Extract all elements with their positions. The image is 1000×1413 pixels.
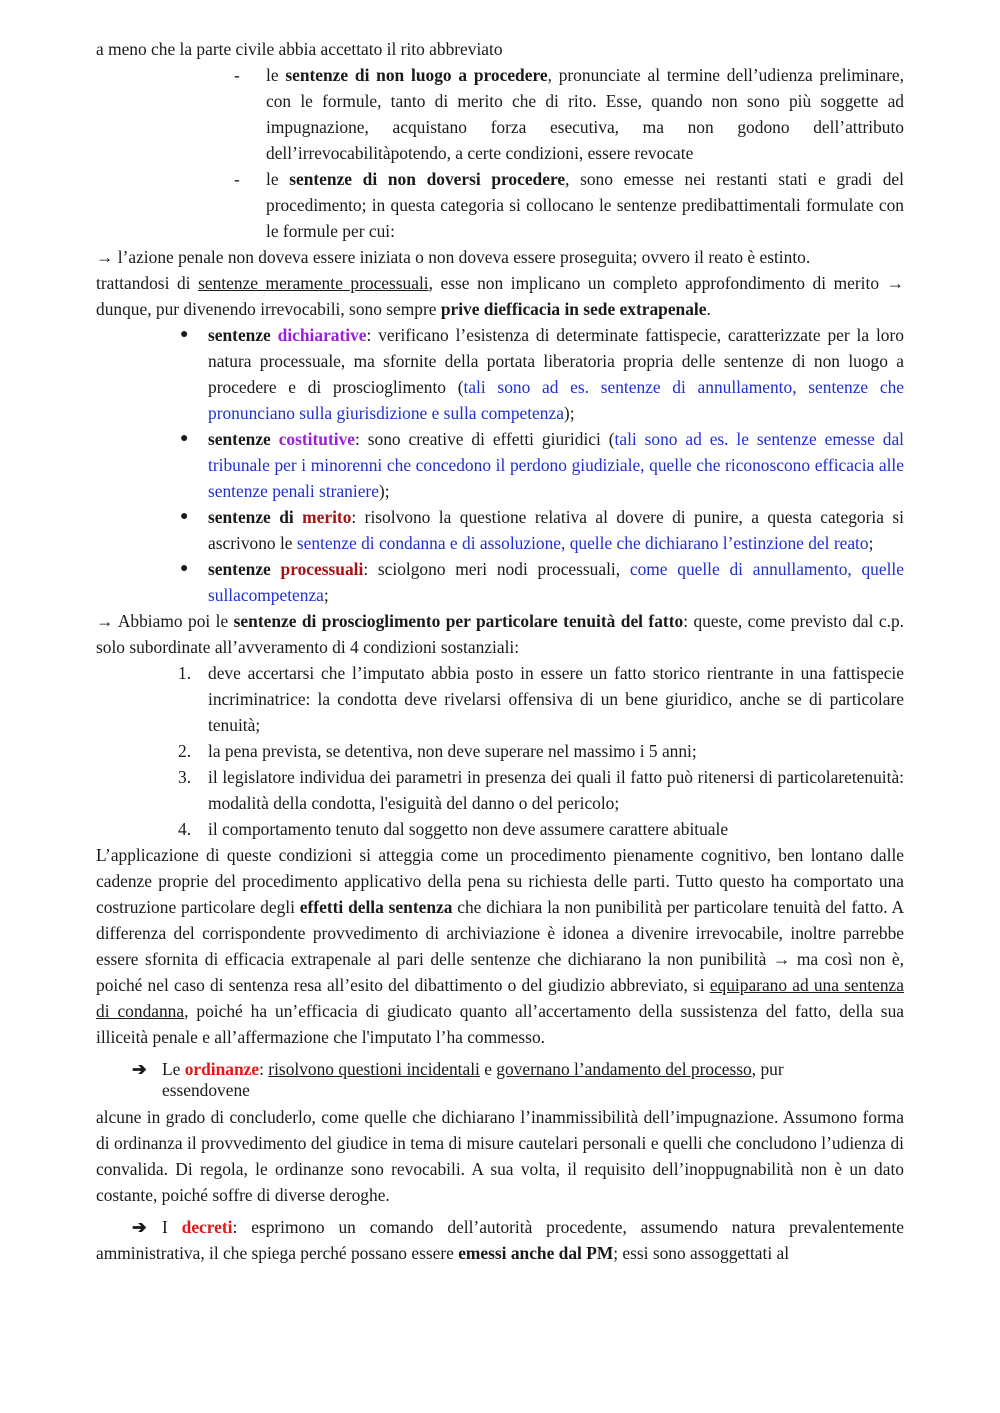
bullet-item-dichiarative: ● sentenze dichiarative: verificano l’esistenza di determinate fattispecie, caratterizzate per la loro natura processuale, ma sfornite della portata liberatoria propria delle sentenze di non luogo a procedere e di proscioglimento (tali sono ad es. sentenze di annullamento, sentenze che pronunciano sulla giurisdizione e sulla competenza); xyxy=(208,322,904,426)
tenuita-paragraph: → Abbiamo poi le sentenze di proscioglimento per particolare tenuità del fatto: queste, come previsto dal c.p. solo subordinate all’avveramento di 4 condizioni sostanziali: xyxy=(96,611,904,657)
bold-term: emessi anche dal PM xyxy=(458,1243,614,1263)
dash-marker: - xyxy=(234,65,240,85)
bold-term: sentenze di proscioglimento per particolare tenuità del fatto xyxy=(233,611,684,631)
ordinanze-second-line: essendovene xyxy=(162,1080,250,1100)
ordinanze-paragraph: alcune in grado di concluderlo, come quelle che dichiarano l’inammissibilità dell’impugnazione. Assumono forma di ordinanza il provvedimento del giudice in tema di misure cautelari personali e quelli che concludono l’udienza di convalida. Di regola, le ordinanze sono revocabili. A sua volta, il requisito dell’inoppugnabilità non è un dato costante, poiché soffre di diverse deroghe. xyxy=(96,1107,904,1205)
bullet-list xyxy=(96,322,904,608)
dash-marker: - xyxy=(234,169,240,189)
number-marker: 1. xyxy=(178,663,192,683)
document-page xyxy=(96,36,904,1266)
bullet-item-costitutive: ● sentenze costitutive: sono creative di effetti giuridici (tali sono ad es. le sentenze emesse dal tribunale per i minorenni che concedono il perdono giudiziale, quelle che riconoscono efficacia alle sentenze penali straniere); xyxy=(208,426,904,504)
numbered-item: 1. deve accertarsi che l’imputato abbia posto in essere un fatto storico rientrante in una fattispecie incriminatrice: la condotta deve rivelarsi offensiva di un bene giuridico, anche se di particolare tenuità; xyxy=(208,660,904,738)
number-marker: 2. xyxy=(178,741,192,761)
decreti-item: ➔ I decreti: esprimono un comando dell’autorità procedente, assumendo natura prevalentemente amministrativa, il che spiega perché possano essere emessi anche dal PM; essi sono assoggettati al xyxy=(96,1214,904,1266)
type-word: merito xyxy=(302,507,352,527)
applicazione-paragraph: L’applicazione di queste condizioni si atteggia come un procedimento pienamente cognitivo, ben lontano dalle cadenze proprie del procedimento applicativo della pena su richiesta delle parti. Tutto questo ha comportato una costruzione particolare degli effetti della sentenza che dichiara la non punibilità per particolare tenuità del fatto. A differenza del corrispondente provvedimento di archiviazione è idonea a divenire irrevocabile, inoltre parrebbe essere sfornita di efficacia extrapenale al pari delle sentenze che dichiarano la non punibilità → ma così non è, poiché nel caso di sentenza resa all’esito del dibattimento o del giudizio abbreviato, si equiparano ad una sentenza di condanna, poiché ha un’efficacia di giudicato quanto all’accertamento della sussistenza del fatto, della sua illiceità penale e all’affermazione che l'imputato l’ha commesso. xyxy=(96,845,905,1047)
arrow-paragraph: → l’azione penale non doveva essere iniziata o non doveva essere proseguita; ovvero il reato è estinto. xyxy=(96,247,811,267)
term-non-doversi: sentenze di non doversi procedere xyxy=(289,169,566,189)
numbered-item: 4. il comportamento tenuto dal soggetto non deve assumere carattere abituale xyxy=(208,816,904,842)
keyword-decreti: decreti xyxy=(181,1217,233,1237)
number-marker: 3. xyxy=(178,767,192,787)
keyword-ordinanze: ordinanze xyxy=(184,1059,260,1079)
arrow-right-icon: ➔ xyxy=(132,1059,147,1079)
bullet-item-processuali: ● sentenze processuali: sciolgono meri nodi processuali, come quelle di annullamento, quelle sullacompetenza; xyxy=(208,556,904,608)
type-word: processuali xyxy=(280,559,364,579)
example-text: tali sono ad es. le sentenze emesse dal tribunale per i minorenni che concedono il perdono giudiziale, quelle che riconoscono efficacia alle sentenze penali straniere xyxy=(208,429,904,501)
example-text: come quelle di annullamento, quelle sullacompetenza xyxy=(208,559,904,605)
dash-list xyxy=(96,62,904,244)
type-word: costitutive xyxy=(278,429,355,449)
bold-term: effetti della sentenza xyxy=(299,897,453,917)
numbered-item: 3. il legislatore individua dei parametri in presenza dei quali il fatto può ritenersi di particolaretenuità: modalità della condotta, l'esiguità del danno o del pericolo; xyxy=(208,764,904,816)
bold-term: prive diefficacia in sede extrapenale xyxy=(440,299,707,319)
type-word: dichiarative xyxy=(277,325,367,345)
bullet-item-merito: ● sentenze di merito: risolvono la questione relativa al dovere di punire, a questa categoria si ascrivono le sentenze di condanna e di assoluzione, quelle che dichiarano l’estinzione del reato; xyxy=(208,504,904,556)
bullet-icon: ● xyxy=(180,561,189,576)
ordinanze-item: ➔ Le ordinanze: risolvono questioni incidentali e governano l’andamento del processo, pur essendovene xyxy=(162,1056,904,1098)
underlined-term: sentenze meramente processuali xyxy=(198,273,429,293)
dash-item-non-luogo: - le sentenze di non luogo a procedere, pronunciate al termine dell’udienza preliminare, con le formule, tanto di merito che di rito. Esse, quando non sono più soggette ad impugnazione, acquistano forza esecutiva, ma non godono dell’attributo dell’irrevocabilitàpotendo, a certe condizioni, essere revocate xyxy=(266,62,904,166)
bullet-icon: ● xyxy=(180,431,189,446)
bullet-icon: ● xyxy=(180,327,189,342)
underlined-term: governano l’andamento del processo xyxy=(496,1059,752,1079)
example-text: tali sono ad es. sentenze di annullamento, sentenze che pronunciano sulla giurisdizione e sulla competenza xyxy=(208,377,904,423)
dash-item-non-doversi: - le sentenze di non doversi procedere, sono emesse nei restanti stati e gradi del procedimento; in questa categoria si collocano le sentenze predibattimentali formulate con le formule per cui: xyxy=(266,166,904,244)
numbered-item: 2. la pena prevista, se detentiva, non deve superare nel massimo i 5 anni; xyxy=(208,738,904,764)
number-marker: 4. xyxy=(178,819,192,839)
intro-line: a meno che la parte civile abbia accettato il rito abbreviato xyxy=(96,39,503,59)
underlined-term: risolvono questioni incidentali xyxy=(268,1059,480,1079)
bullet-icon: ● xyxy=(180,509,189,524)
numbered-list xyxy=(96,660,904,842)
term-non-luogo: sentenze di non luogo a procedere xyxy=(285,65,548,85)
processuali-paragraph: trattandosi di sentenze meramente processuali, esse non implicano un completo approfondimento di merito → dunque, pur divenendo irrevocabili, sono sempre prive diefficacia in sede extrapenale. xyxy=(96,273,904,319)
arrow-right-icon: ➔ xyxy=(132,1217,147,1237)
underlined-term: equiparano ad una sentenza di condanna xyxy=(96,975,904,1021)
example-text: sentenze di condanna e di assoluzione, quelle che dichiarano l’estinzione del reato xyxy=(296,533,869,553)
